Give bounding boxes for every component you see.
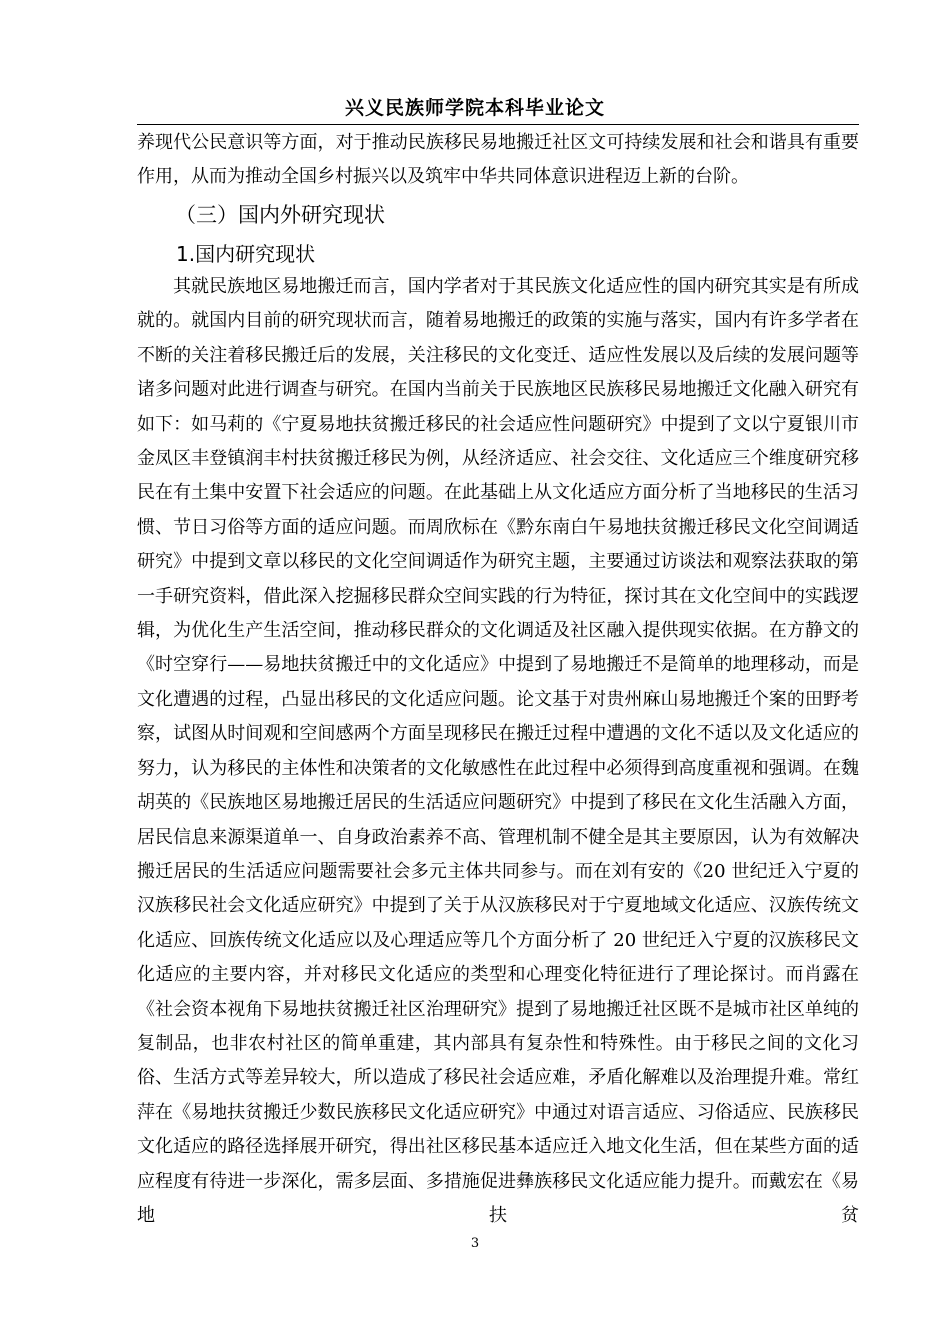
intro-block	[137, 126, 859, 196]
main-block	[137, 270, 859, 1226]
page-number: 3	[470, 1236, 480, 1251]
subsection-heading: 1.国内研究现状	[176, 242, 316, 266]
section-heading: （三）国内外研究现状	[175, 203, 385, 227]
header-divider	[137, 124, 859, 125]
header-title: 兴义民族师学院本科毕业论文	[344, 97, 605, 119]
main-paragraph: 其就民族地区易地搬迁而言，国内学者对于其民族文化适应性的国内研究其实是有所成就的。就国内目前的研究现状而言，随着易地搬迁的政策的实施与落实，国内有许多学者在不断的关注着移民搬迁后的发展，关注移民的文化变迁、适应性发展以及后续的发展问题等诸多问题对此进行调查与研究。在国内当前关于民族地区民族移民易地搬迁文化融入研究有如下：如马莉的《宁夏易地扶贫搬迁移民的社会适应性问题研究》中提到了文以宁夏银川市金凤区丰登镇润丰村扶贫搬迁移民为例，从经济适应、社会交往、文化适应三个维度研究移民在有土集中安置下社会适应的问题。在此基础上从文化适应方面分析了当地移民的生活习惯、节日习俗等方面的适应问题。而周欣标在《黔东南白午易地扶贫搬迁移民文化空间调适研究》中提到文章以移民的文化空间调适作为研究主题，主要通过访谈法和观察法获取的第一手研究资料，借此深入挖掘移民群众空间实践的行为特征，探讨其在文化空间中的实践逻辑，为优化生产生活空间，推动移民群众的文化调适及社区融入提供现实依据。在方静文的《时空穿行——易地扶贫搬迁中的文化适应》中提到了易地搬迁不是简单的地理移动，而是文化遭遇的过程，凸显出移民的文化适应问题。论文基于对贵州麻山易地搬迁个案的田野考察，试图从时间观和空间感两个方面呈现移民在搬迁过程中遭遇的文化不适以及文化适应的努力，认为移民的主体性和决策者的文化敏感性在此过程中必须得到高度重视和强调。在魏胡英的《民族地区易地搬迁居民的生活适应问题研究》中提到了移民在文化生活融入方面，居民信息来源渠道单一、自身政治素养不高、管理机制不健全是其主要原因，认为有效解决搬迁居民的生活适应问题需要社会多元主体共同参与。而在刘有安的《20 世纪迁入宁夏的汉族移民社会文化适应研究》中提到了关于从汉族移民对于宁夏地域文化适应、汉族传统文化适应、回族传统文化适应以及心理适应等几个方面分析了 20 世纪迁入宁夏的汉族移民文化适应的主要内容，并对移民文化适应的类型和心理变化特征进行了理论探讨。而肖露在《社会资本视角下易地扶贫搬迁社区治理研究》提到了易地搬迁社区既不是城市社区单纯的复制品，也非农村社区的简单重建，其内部具有复杂性和特殊性。由于移民之间的文化习俗、生活方式等差异较大，所以造成了移民社会适应难，矛盾化解难以及治理提升难。常红萍在《易地扶贫搬迁少数民族移民文化适应研究》中通过对语言适应、习俗适应、民族移民文化适应的路径选择展开研究，得出社区移民基本适应迁入地文化生活，但在某些方面的适应程度有待进一步深化，需多层面、多措施促进彝族移民文化适应能力提升。而戴宏在《易地扶贫	[137, 276, 859, 1226]
intro-paragraph: 养现代公民意识等方面，对于推动民族移民易地搬迁社区文可持续发展和社会和谐具有重要作用，从而为推动全国乡村振兴以及筑牢中华共同体意识进程迈上新的台阶。	[137, 132, 859, 188]
